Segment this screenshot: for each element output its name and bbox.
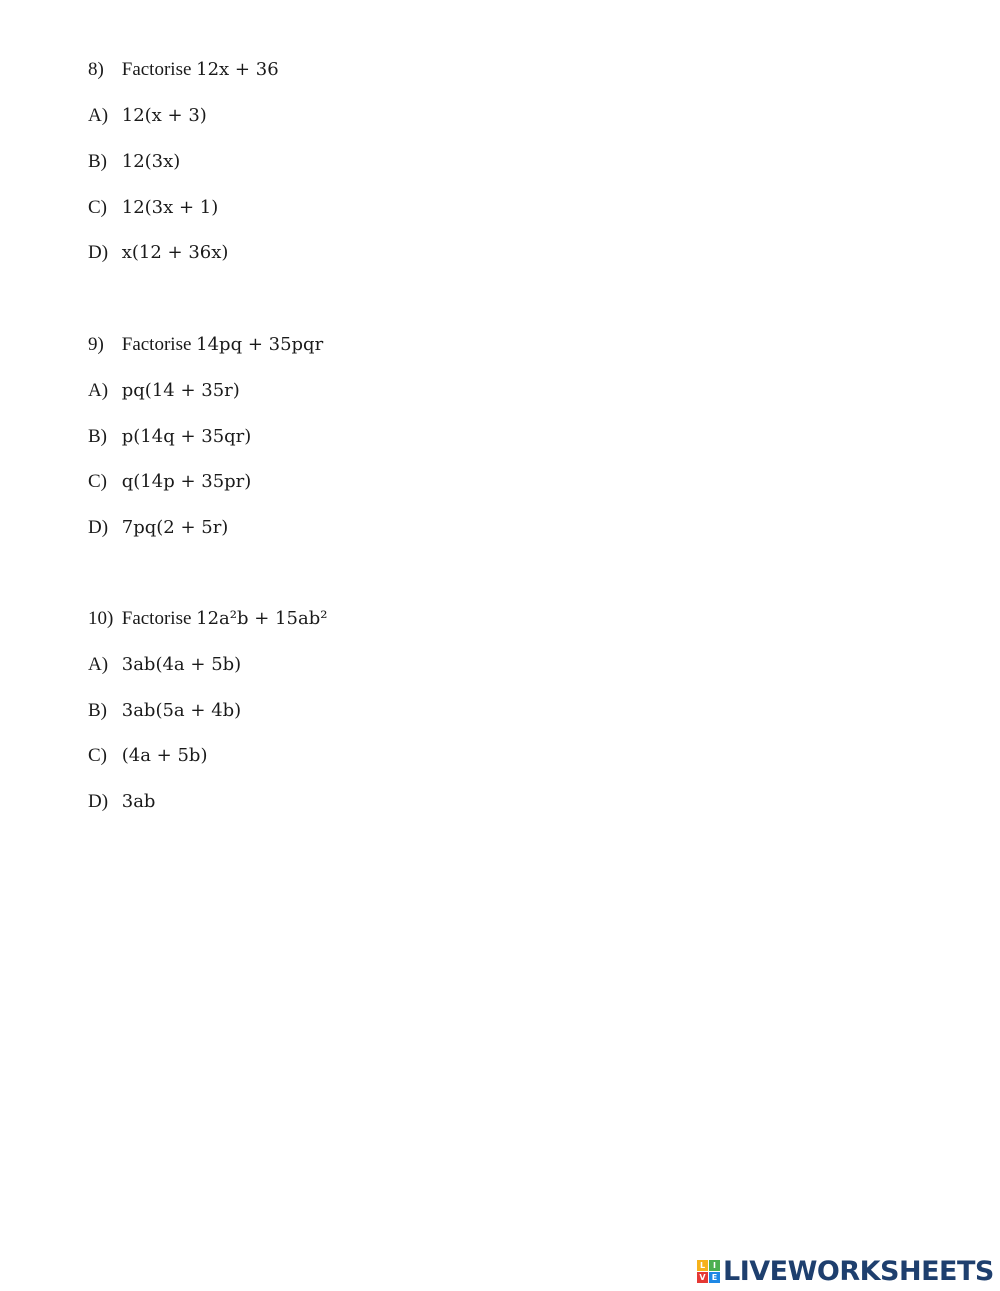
option-text: pq(14 + 35r): [121, 380, 240, 401]
option-letter: C): [88, 745, 107, 766]
option-8-a: [88, 104, 207, 128]
option-8-d: [88, 241, 228, 265]
option-text: x(12 + 36x): [121, 242, 229, 263]
logo-block: I: [709, 1260, 720, 1271]
question-10-prompt: [88, 607, 327, 631]
option-text: 12(3x): [121, 151, 181, 172]
liveworksheets-logo[interactable]: [697, 1255, 994, 1287]
question-expression: 12a²b + 15ab²: [196, 608, 328, 629]
option-letter: D): [88, 242, 109, 263]
option-letter: B): [88, 151, 107, 172]
option-letter: B): [88, 426, 107, 447]
logo-block: E: [709, 1272, 720, 1283]
option-letter: B): [88, 700, 107, 721]
option-text: p(14q + 35qr): [121, 426, 252, 447]
logo-text: LIVEWORKSHEETS: [723, 1255, 994, 1287]
logo-block: V: [697, 1272, 708, 1283]
option-10-b: [88, 699, 241, 723]
question-prompt: Factorise: [121, 59, 192, 80]
option-text: 7pq(2 + 5r): [121, 517, 229, 538]
question-9-prompt: [88, 333, 323, 357]
option-text: 12(x + 3): [121, 105, 207, 126]
question-prompt: Factorise: [121, 608, 192, 629]
logo-blocks-icon: [697, 1260, 720, 1283]
option-8-b: [88, 150, 180, 174]
option-text: 12(3x + 1): [121, 197, 219, 218]
option-letter: D): [88, 517, 109, 538]
question-expression: 12x + 36: [196, 59, 279, 80]
option-letter: C): [88, 471, 107, 492]
option-9-a: [88, 379, 240, 403]
option-10-d: [88, 790, 155, 814]
question-number: 9): [88, 334, 104, 355]
option-9-b: [88, 425, 251, 449]
question-number: 8): [88, 59, 104, 80]
option-letter: D): [88, 791, 109, 812]
option-text: q(14p + 35pr): [121, 471, 252, 492]
option-text: 3ab: [121, 791, 156, 812]
option-10-a: [88, 653, 241, 677]
option-text: 3ab(5a + 4b): [121, 700, 242, 721]
option-letter: C): [88, 197, 107, 218]
question-expression: 14pq + 35pqr: [196, 334, 324, 355]
question-number: 10): [88, 608, 114, 629]
option-text: 3ab(4a + 5b): [121, 654, 242, 675]
option-9-d: [88, 516, 228, 540]
option-text: (4a + 5b): [121, 745, 208, 766]
option-9-c: [88, 470, 251, 494]
logo-block: L: [697, 1260, 708, 1271]
option-letter: A): [88, 380, 109, 401]
option-letter: A): [88, 654, 109, 675]
option-letter: A): [88, 105, 109, 126]
option-10-c: [88, 744, 207, 768]
option-8-c: [88, 196, 218, 220]
question-prompt: Factorise: [121, 334, 192, 355]
question-8-prompt: [88, 58, 279, 82]
